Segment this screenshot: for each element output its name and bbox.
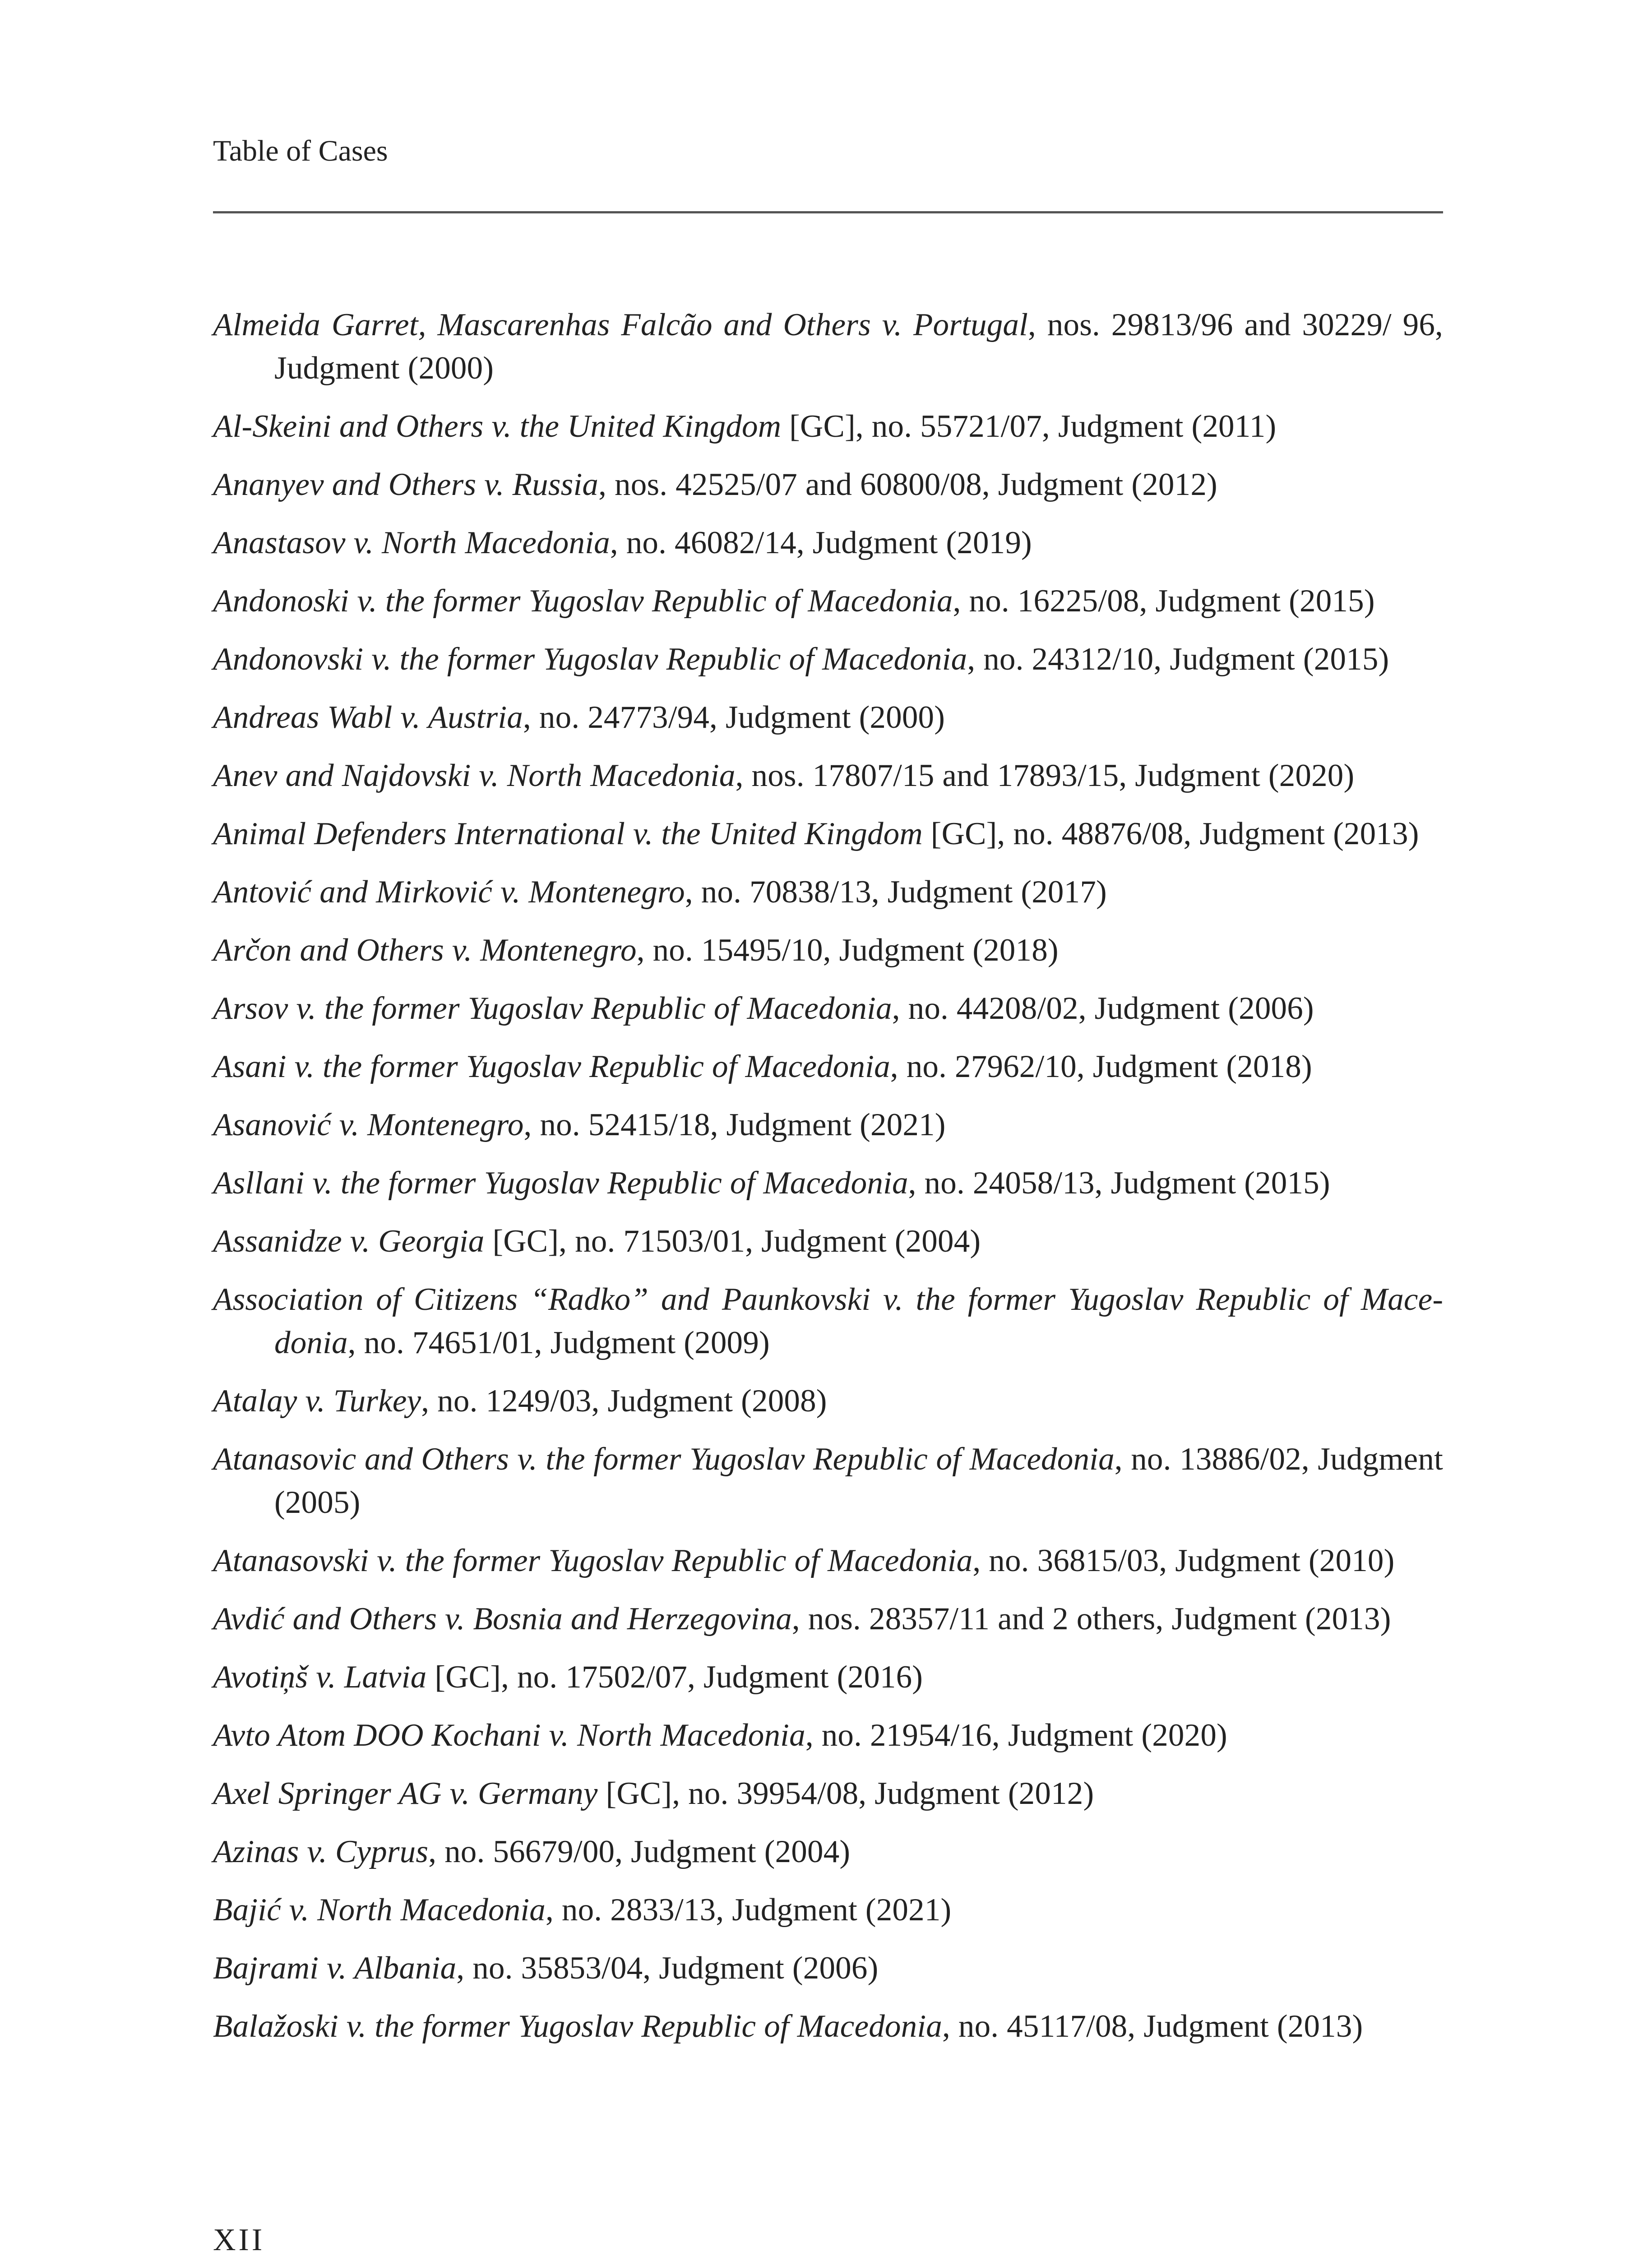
case-citation: , no. 74651/01, Judgment (2009) <box>347 1325 770 1360</box>
case-citation: , no. 1249/03, Judgment (2008) <box>421 1383 827 1419</box>
case-entry <box>213 1714 1443 1757</box>
case-entry <box>213 1946 1443 1990</box>
case-citation: , nos. 42525/07 and 60800/08, Judgment (2012) <box>598 467 1217 502</box>
case-name: Atalay v. Turkey <box>213 1383 421 1419</box>
case-name: Balažoski v. the former Yugoslav Republic of Macedonia <box>213 2009 942 2044</box>
case-name: Antović and Mirković v. Montenegro <box>213 874 685 910</box>
case-citation: , no. 36815/03, Judgment (2010) <box>972 1543 1395 1578</box>
case-citation: , no. 24058/13, Judgment (2015) <box>908 1165 1330 1201</box>
case-citation: , no. 21954/16, Judgment (2020) <box>805 1718 1227 1753</box>
case-entry <box>213 463 1443 506</box>
case-citation: , no. 15495/10, Judgment (2018) <box>636 933 1059 968</box>
case-name: Andreas Wabl v. Austria <box>213 700 523 735</box>
case-entry <box>213 638 1443 681</box>
case-citation: [GC], no. 17502/07, Judgment (2016) <box>426 1660 923 1695</box>
case-name: Azinas v. Cyprus <box>213 1834 429 1869</box>
case-citation: , no. 27962/10, Judgment (2018) <box>890 1049 1312 1084</box>
case-name: Bajić v. North Macedonia <box>213 1892 546 1928</box>
case-name: Association of Citizens “Radko” and Paunkovski v. the former Yugoslav Republic of Macedonia <box>213 1282 1443 1360</box>
case-name: Assanidze v. Georgia <box>213 1224 485 1259</box>
case-entry <box>213 1278 1443 1364</box>
case-name: Avto Atom DOO Kochani v. North Macedonia <box>213 1718 805 1753</box>
case-citation: , no. 70838/13, Judgment (2017) <box>685 874 1107 910</box>
case-entry <box>213 1220 1443 1263</box>
case-name: Arsov v. the former Yugoslav Republic of Macedonia <box>213 991 892 1026</box>
case-name: Avotiņš v. Latvia <box>213 1660 427 1695</box>
case-name: Asani v. the former Yugoslav Republic of Macedonia <box>213 1049 890 1084</box>
case-entry <box>213 1103 1443 1146</box>
case-entry <box>213 987 1443 1030</box>
case-citation: , nos. 29813/96 and 30229/ 96, Judgment (2000) <box>274 307 1443 386</box>
case-citation: , no. 24773/94, Judgment (2000) <box>523 700 945 735</box>
case-entry <box>213 303 1443 390</box>
case-name: Animal Defenders International v. the United Kingdom <box>213 816 923 851</box>
case-name: Asllani v. the former Yugoslav Republic of Macedonia <box>213 1165 908 1201</box>
case-name: Ananyev and Others v. Russia <box>213 467 599 502</box>
case-entry <box>213 2005 1443 2048</box>
case-entry <box>213 870 1443 914</box>
case-entry <box>213 1830 1443 1873</box>
case-name: Al-Skeini and Others v. the United Kingdom <box>213 409 782 444</box>
case-entry <box>213 1655 1443 1699</box>
case-name: Andonovski v. the former Yugoslav Republic of Macedonia <box>213 642 967 677</box>
case-entry <box>213 1539 1443 1582</box>
case-citation: [GC], no. 71503/01, Judgment (2004) <box>484 1224 981 1259</box>
case-entry <box>213 1161 1443 1205</box>
running-head: Table of Cases <box>213 134 388 167</box>
case-name: Bajrami v. Albania <box>213 1951 457 1986</box>
case-entry <box>213 405 1443 448</box>
page-number: XII <box>213 2223 265 2256</box>
case-name: Axel Springer AG v. Germany <box>213 1776 598 1811</box>
case-citation: [GC], no. 39954/08, Judgment (2012) <box>597 1776 1094 1811</box>
case-citation: , no. 2833/13, Judgment (2021) <box>546 1892 952 1928</box>
case-name: Anastasov v. North Macedonia <box>213 525 610 560</box>
case-entry <box>213 1597 1443 1641</box>
case-citation: , no. 35853/04, Judgment (2006) <box>456 1951 879 1986</box>
case-name: Asanović v. Montenegro <box>213 1107 524 1142</box>
case-entry <box>213 812 1443 855</box>
case-citation: , no. 44208/02, Judgment (2006) <box>892 991 1314 1026</box>
case-entry <box>213 929 1443 972</box>
header-rule <box>213 211 1443 213</box>
case-citation: , no. 24312/10, Judgment (2015) <box>967 642 1389 677</box>
case-citation: , no. 16225/08, Judgment (2015) <box>953 583 1375 619</box>
case-citation: , no. 56679/00, Judgment (2004) <box>428 1834 851 1869</box>
case-citation: , nos. 17807/15 and 17893/15, Judgment (2020) <box>735 758 1355 793</box>
case-name: Almeida Garret, Mascarenhas Falcão and Others v. Portugal <box>213 307 1028 342</box>
case-name: Arčon and Others v. Montenegro <box>213 933 637 968</box>
case-entry <box>213 1772 1443 1815</box>
case-citation: , no. 45117/08, Judgment (2013) <box>942 2009 1363 2044</box>
case-name: Anev and Najdovski v. North Macedonia <box>213 758 736 793</box>
case-citation: , no. 13886/02, Judgment (2005) <box>274 1442 1443 1520</box>
case-citation: [GC], no. 55721/07, Judgment (2011) <box>781 409 1277 444</box>
table-of-cases-list <box>213 303 1443 2063</box>
case-citation: , no. 46082/14, Judgment (2019) <box>610 525 1032 560</box>
case-entry <box>213 696 1443 739</box>
case-citation: , nos. 28357/11 and 2 others, Judgment (2013) <box>791 1601 1391 1637</box>
case-citation: [GC], no. 48876/08, Judgment (2013) <box>922 816 1419 851</box>
case-entry <box>213 579 1443 623</box>
case-entry <box>213 1438 1443 1524</box>
case-entry <box>213 1379 1443 1423</box>
case-entry <box>213 754 1443 797</box>
case-name: Andonoski v. the former Yugoslav Republic of Macedonia <box>213 583 953 619</box>
case-entry <box>213 1888 1443 1932</box>
case-name: Atanasovic and Others v. the former Yugoslav Republic of Macedonia <box>213 1442 1115 1477</box>
case-citation: , no. 52415/18, Judgment (2021) <box>523 1107 946 1142</box>
case-entry <box>213 1045 1443 1088</box>
case-name: Atanasovski v. the former Yugoslav Republic of Macedonia <box>213 1543 973 1578</box>
case-name: Avdić and Others v. Bosnia and Herzegovina <box>213 1601 792 1637</box>
case-entry <box>213 521 1443 564</box>
